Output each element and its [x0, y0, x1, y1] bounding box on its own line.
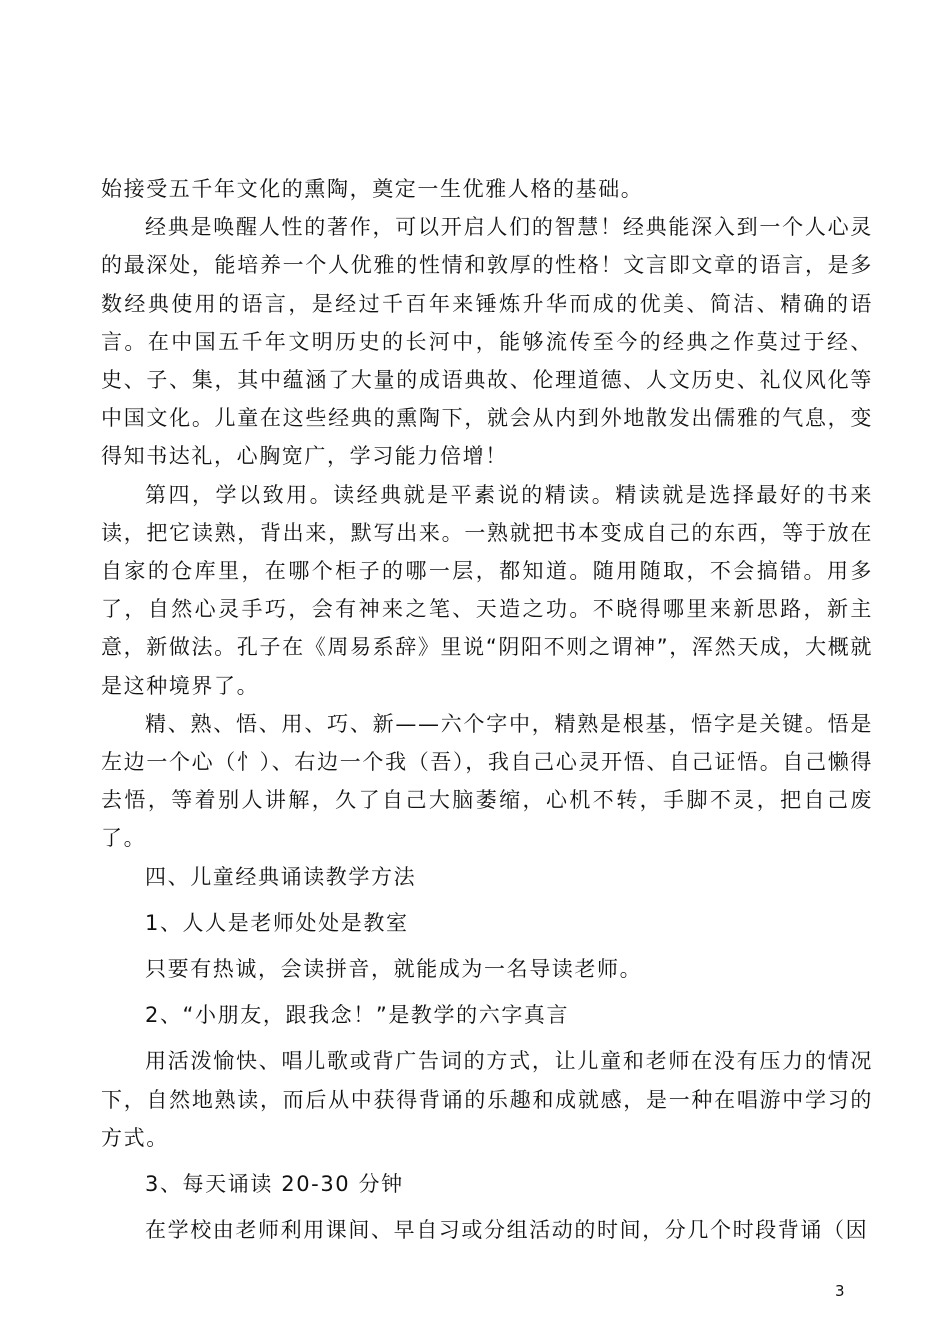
paragraph-classics-wisdom: 经典是唤醒人性的著作，可以开启人们的智慧！经典能深入到一个人心灵的最深处，能培养一个人优雅的性情和敦厚的性格！文言即文章的语言，是多数经典使用的语言，是经过千百年来锤炼升华而成的优美、简洁、精确的语言。在中国五千年文明历史的长河中，能够流传至今的经典之作莫过于经、史、子、集，其中蕴涵了大量的成语典故、伦理道德、人文历史、礼仪风化等中国文化。儿童在这些经典的熏陶下，就会从内到外地散发出儒雅的气息，变得知书达礼，心胸宽广，学习能力倍增！	[101, 215, 873, 469]
paragraph-six-characters: 精、熟、悟、用、巧、新——六个字中，精熟是根基，悟字是关键。悟是左边一个心（忄）、右边一个我（吾），我自己心灵开悟、自己证悟。自己懒得去悟，等着别人讲解，久了自己大脑萎缩，心机不转，手脚不灵，把自己废了。	[101, 711, 873, 851]
paragraph-continuation: 始接受五千年文化的熏陶，奠定一生优雅人格的基础。	[101, 177, 644, 201]
paragraph-fourth-point: 第四，学以致用。读经典就是平素说的精读。精读就是选择最好的书来读，把它读熟，背出来，默写出来。一熟就把书本变成自己的东西，等于放在自家的仓库里，在哪个柜子的哪一层，都知道。随用随取，不会搞错。用多了，自然心灵手巧，会有神来之笔、天造之功。不晓得哪里来新思路，新主意，新做法。孔子在《周易系辞》里说“阴阳不则之谓神”，浑然天成，大概就是这种境界了。	[101, 482, 873, 698]
page-number: 3	[835, 1282, 845, 1300]
body-text	[101, 170, 873, 1249]
section-heading-teaching-methods: 四、儿童经典诵读教学方法	[145, 864, 417, 889]
method-text-2: 用活泼愉快、唱儿歌或背广告词的方式，让儿童和老师在没有压力的情况下，自然地熟读，而后从中获得背诵的乐趣和成就感，是一种在唱游中学习的方式。	[101, 1049, 873, 1150]
method-heading-1: 1、人人是老师处处是教室	[145, 910, 409, 935]
method-text-1: 只要有热诚，会读拼音，就能成为一名导读老师。	[145, 957, 643, 982]
method-heading-3: 3、每天诵读 20-30 分钟	[145, 1172, 404, 1197]
method-heading-2: 2、“小朋友，跟我念！”是教学的六字真言	[145, 1003, 570, 1028]
method-text-3: 在学校由老师利用课间、早自习或分组活动的时间，分几个时段背诵（因	[145, 1218, 869, 1243]
